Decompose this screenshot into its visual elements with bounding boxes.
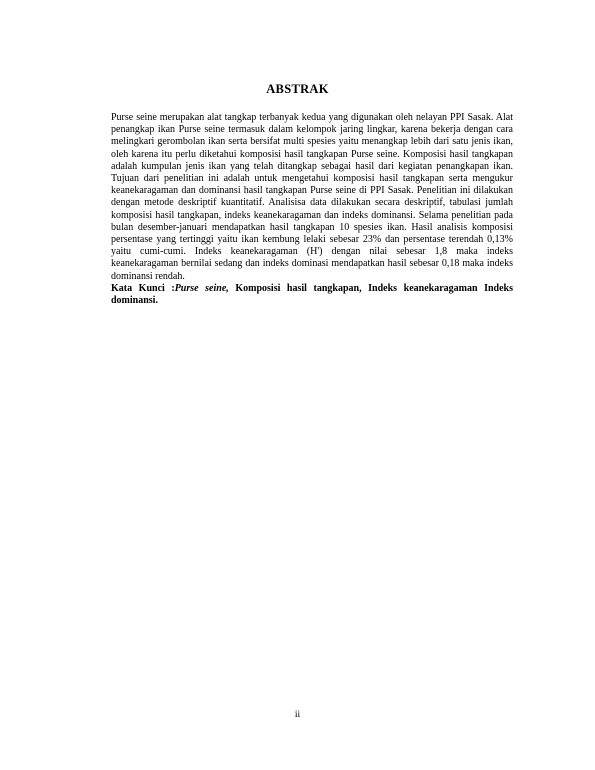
page-number: ii [294,710,301,720]
abstract-section [111,112,513,307]
abstract-title: ABSTRAK [266,82,329,96]
abstract-paragraph: Purse seine merupakan alat tangkap terbanyak kedua yang digunakan oleh nelayan PPI Sasak. Alat penangkap ikan Purse seine termasuk dalam kelompok jaring lingkar, karena bekerja dengan cara melingkari gerombolan ikan serta bersifat multi spesies yaitu menangkap lebih dari satu jenis ikan, oleh karena itu perlu diketahui komposisi hasil tangkapan Purse seine. Komposisi hasil tangkapan adalah kumpulan jenis ikan yang telah ditangkap sebagai hasil dari kegiatan penangkapan ikan. Tujuan dari penelitian ini adalah untuk mengetahui komposisi hasil tangkapan serta mengukur keanekaragaman dan dominansi hasil tangkapan Purse seine di PPI Sasak. Penelitian ini dilakukan dengan metode deskriptif kuantitatif. Analisisa data dilakukan secara deskriptif, tabulasi jumlah komposisi hasil tangkapan, indeks keanekaragaman dan indeks dominansi. Selama penelitian pada bulan desember-januari mendapatkan hasil tangkapan 10 spesies ikan. Hasil analisis komposisi persentase yang tertinggi yaitu ikan kembung lelaki sebesar 23% dan persentase terendah 0,13% yaitu cumi-cumi. Indeks keanekaragaman (H') dengan nilai sebesar 1,8 maka indeks keanekaragaman bernilai sedang dan indeks dominasi mendapatkan hasil sebesar 0,18 maka indeks dominansi rendah. [111,112,513,282]
keywords-italic-term: Purse seine, [174,282,229,294]
keywords-line [111,283,513,307]
keywords-label: Kata Kunci : [111,282,175,294]
keywords-list: Komposisi hasil tangkapan, Indeks keanekaragaman Indeks dominansi. [111,282,513,307]
